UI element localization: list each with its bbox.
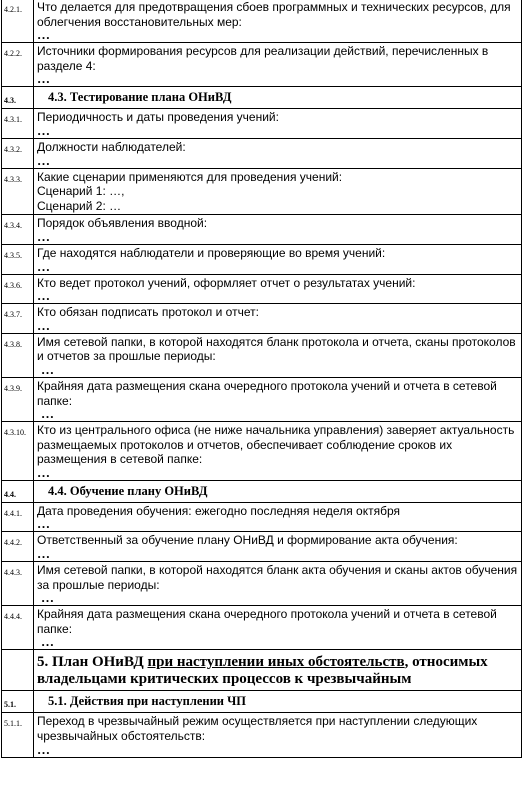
placeholder-dots: … (37, 122, 50, 138)
row-text: Кто обязан подписать протокол и отчет: (37, 305, 259, 320)
row-number: 4.4.1. (2, 502, 34, 532)
table-row (2, 304, 522, 334)
placeholder-dots: … (41, 590, 54, 606)
row-text: Сценарий 1: …, (37, 184, 125, 199)
row-text: Периодичность и даты проведения учений: (37, 110, 279, 125)
row-text: Сценарий 2: … (37, 198, 122, 213)
row-text-cell (34, 0, 522, 43)
heading-5-suffix: , относимых владельцами критических процессов к чрезвычайным (37, 654, 488, 688)
row-number: 4.3.2. (2, 138, 34, 168)
table-row (2, 274, 522, 304)
heading-5-underlined: при наступлении иных обстоятельств (147, 654, 405, 671)
row-number: 4.3.4. (2, 215, 34, 245)
section-row (2, 480, 522, 502)
row-text-cell (34, 606, 522, 650)
row-text-cell (34, 43, 522, 87)
row-text-cell (34, 422, 522, 481)
placeholder-dots: … (37, 741, 50, 757)
row-text: Имя сетевой папки, в которой находятся бланк протокола и отчета, сканы протоколов и отчетов за прошлые периоды: (37, 334, 516, 364)
placeholder-dots: … (41, 634, 54, 650)
row-text-cell (34, 168, 522, 215)
row-text: Должности наблюдателей: (37, 139, 186, 154)
row-number: 4.2.1. (2, 0, 34, 43)
row-number: 4.3.6. (2, 274, 34, 304)
row-number: 4.3.10. (2, 422, 34, 481)
row-number: 4.4.4. (2, 606, 34, 650)
placeholder-dots: … (37, 317, 50, 333)
row-number: 4.4. (2, 480, 34, 502)
section-title: 4.4. Обучение плану ОНиВД (34, 480, 522, 502)
row-text: Ответственный за обучение плану ОНиВД и формирование акта обучения: (37, 533, 458, 548)
table-row (2, 502, 522, 532)
row-number: 4.3.7. (2, 304, 34, 334)
placeholder-dots: … (37, 27, 50, 43)
table-row (2, 168, 522, 215)
table-row (2, 0, 522, 43)
row-text-cell (34, 215, 522, 245)
row-text: Какие сценарии применяются для проведения учений: (37, 169, 343, 184)
row-text: Порядок объявления вводной: (37, 216, 208, 231)
table-row (2, 244, 522, 274)
table-row (2, 333, 522, 377)
row-text-cell (34, 274, 522, 304)
row-text-cell (34, 138, 522, 168)
row-text: Кто ведет протокол учений, оформляет отчет о результатах учений: (37, 275, 416, 290)
row-number: 4.3.1. (2, 109, 34, 139)
placeholder-dots: … (37, 464, 50, 480)
section-title: 5.1. Действия при наступлении ЧП (34, 691, 522, 713)
section-5-heading-row (2, 650, 522, 691)
row-number: 4.4.2. (2, 532, 34, 562)
placeholder-dots: … (37, 228, 50, 244)
table-row (2, 532, 522, 562)
row-number: 4.4.3. (2, 562, 34, 606)
row-text-cell (34, 333, 522, 377)
placeholder-dots: … (37, 258, 50, 274)
row-text-cell (34, 562, 522, 606)
heading-5-prefix: 5. План ОНиВД (37, 654, 148, 671)
section-row (2, 87, 522, 109)
placeholder-dots: … (37, 152, 50, 168)
row-number (2, 650, 34, 691)
row-number: 4.3. (2, 87, 34, 109)
table-row (2, 713, 522, 757)
table-row (2, 215, 522, 245)
table-row (2, 422, 522, 481)
placeholder-dots: … (41, 361, 54, 377)
row-text-cell (34, 109, 522, 139)
row-number: 5.1. (2, 691, 34, 713)
row-text: Имя сетевой папки, в которой находятся бланк акта обучения и сканы актов обучения за прошлые периоды: (37, 563, 518, 592)
row-text-cell (34, 377, 522, 421)
row-text-cell (34, 532, 522, 562)
placeholder-dots: … (37, 71, 50, 87)
row-number: 4.3.3. (2, 168, 34, 215)
table-row (2, 377, 522, 421)
section-5-1-row (2, 691, 522, 713)
document-table (1, 0, 522, 758)
table-row (2, 606, 522, 650)
table-body (2, 0, 522, 650)
row-text: Где находятся наблюдатели и проверяющие во время учений: (37, 245, 386, 260)
table-row (2, 43, 522, 87)
table-row (2, 562, 522, 606)
row-text: Переход в чрезвычайный режим осуществляется при наступлении следующих чрезвычайных обстоятельств: (37, 714, 478, 744)
table-body-tail (2, 650, 522, 757)
row-text-cell (34, 713, 522, 757)
row-text: Что делается для предотвращения сбоев программных и технических ресурсов, для облегчения восстановительных мер: (37, 0, 511, 29)
section-title: 4.3. Тестирование плана ОНиВД (34, 87, 522, 109)
row-number: 4.3.5. (2, 244, 34, 274)
row-text-cell (34, 502, 522, 532)
table-row (2, 109, 522, 139)
row-text-cell (34, 304, 522, 334)
row-number: 4.3.9. (2, 377, 34, 421)
row-text: Источники формирования ресурсов для реализации действий, перечисленных в разделе 4: (37, 44, 489, 73)
placeholder-dots: … (37, 516, 50, 532)
placeholder-dots: … (41, 406, 54, 422)
placeholder-dots: … (37, 546, 50, 562)
row-text: Дата проведения обучения: ежегодно последняя неделя октября (37, 503, 400, 518)
placeholder-dots: … (37, 288, 50, 304)
section-5-heading (34, 650, 522, 691)
row-text: Крайняя дата размещения скана очередного протокола учений и отчета в сетевой папке: (37, 378, 497, 408)
row-text-cell (34, 244, 522, 274)
row-number: 4.3.8. (2, 333, 34, 377)
row-text: Крайняя дата размещения скана очередного протокола учений и отчета в сетевой папке: (37, 607, 497, 636)
table-row (2, 138, 522, 168)
row-number: 4.2.2. (2, 43, 34, 87)
row-number: 5.1.1. (2, 713, 34, 757)
row-text: Кто из центрального офиса (не ниже начальника управления) заверяет актуальность размещаемых протоколов и отчетов, обеспечивает соблюдение сроков их размещения в сетевой папке: (37, 423, 515, 467)
